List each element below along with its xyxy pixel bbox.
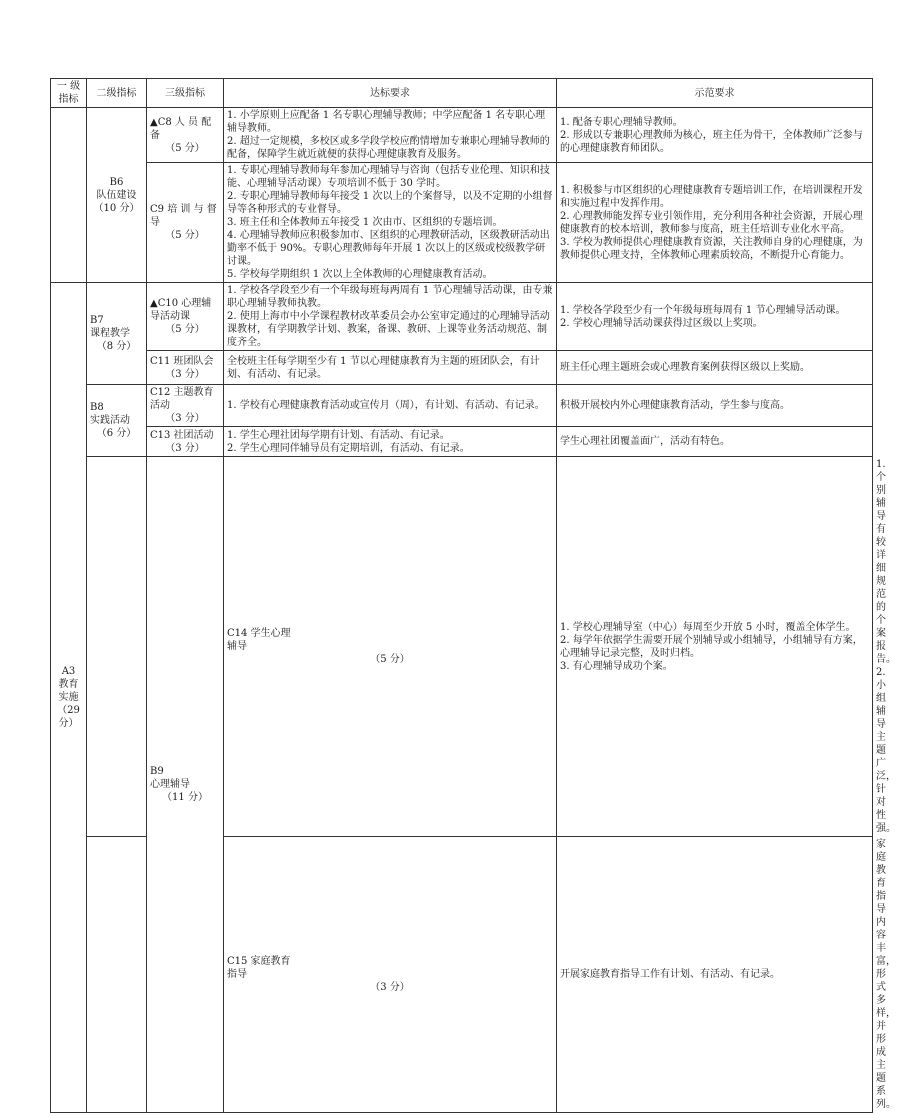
level3-score: （3 分） (165, 442, 205, 454)
level2-score: （10 分） (93, 202, 140, 214)
standard-cell (557, 837, 873, 1113)
level3-name: 导活动课 (150, 311, 190, 322)
level3-score: （5 分） (165, 142, 205, 154)
header-standard: 达标要求 (224, 79, 557, 108)
level3-score: （3 分） (165, 413, 205, 424)
demo-item: 积极开展校内外心理健康教育活动，学生参与度高。 (560, 400, 790, 411)
table-row (51, 385, 873, 427)
standard-cell (224, 108, 557, 163)
demo-item: 1. 配备专职心理辅导教师。 (560, 116, 683, 128)
table-row: B9 心理辅导 （11 分） C14 学生心理 辅导 （5 分） 1. 学校心理辅导室（中心）每周至少开放 5 小时，覆盖全体学生。 2. 每学年依据学生需要开展个别辅导或小组辅导，小组辅导有方案，心理辅导记录完整，及时归档。 3. 有心理辅导成功个案。 1. 个别辅导有较详细规范的个案报告。 2. 小组辅导主题广泛，针对性强。 (51, 457, 873, 837)
demo-cell (557, 283, 873, 351)
standard-cell (557, 457, 873, 837)
standard-item: 2. 超过一定规模，多校区或多学段学校应酌情增加专兼职心理辅导教师的配备，保障学生就近就便的获得心理健康教育及服务。 (227, 136, 550, 160)
level1-score: （29 (57, 705, 80, 716)
level2-cell (147, 457, 224, 1113)
level1-name: 教育 (58, 679, 79, 690)
demo-cell (557, 163, 873, 283)
standard-cell (224, 283, 557, 351)
demo-item: 2. 形成以专兼职心理教师为核心，班主任为骨干，全体教师广泛参与的心理健康教育师团队。 (560, 129, 863, 154)
standard-item: 2. 使用上海市中小学课程教材改革委员会办公室审定通过的心理辅导活动课教材，有学期教学计划、教案，备课、教研、上课等业务活动规范、制度齐全。 (227, 311, 550, 348)
level3-cell (147, 163, 224, 283)
level3-name: 备 (150, 129, 160, 141)
standard-item: 4. 心理辅导教师应积极参加市、区组织的心理教研活动，区级教研活动出勤率不低于 90%。专职心理教师每年开展 1 次以上的区级或校级教学研讨课。 (227, 230, 550, 267)
level2-name: 队伍建设 (96, 189, 137, 201)
level2-code: B7 (90, 315, 104, 326)
demo-cell (557, 108, 873, 163)
standard-item: 1. 学校心理辅导室（中心）每周至少开放 5 小时，覆盖全体学生。 (560, 621, 856, 633)
level3-name: 辅导 (227, 641, 247, 652)
level2-code: B6 (109, 176, 124, 188)
standard-item: 开展家庭教育指导工作有计划、有活动、有记录。 (560, 969, 780, 980)
demo-item: 1. 学校各学段至少有一个年级每班每周有 1 节心理辅导活动课。 (560, 304, 846, 316)
level2-score: （11 分） (162, 792, 208, 803)
standard-cell (224, 427, 557, 457)
level3-cell (147, 108, 224, 163)
level1-score: 分） (58, 718, 79, 729)
level3-cell (224, 837, 557, 1113)
level1-name: 实施 (58, 692, 79, 703)
level2-score: （8 分） (96, 341, 137, 352)
level3-cell (147, 351, 224, 385)
level3-score: （5 分） (165, 230, 205, 241)
standard-item: 3. 有心理辅导成功个案。 (560, 660, 673, 672)
table-row (51, 351, 873, 385)
evaluation-table (50, 78, 896, 1113)
standard-item: 1. 专职心理辅导教师每年参加心理辅导与咨询（包括专业伦理、知识和技能、心理辅导活动课）专项培训不低于 30 学时。 (227, 165, 550, 189)
level1-cell-empty (87, 837, 147, 1113)
level2-cell (87, 283, 147, 385)
level3-name: 导 (150, 217, 160, 228)
standard-item: 2. 学生心理同伴辅导员有定期培训，有活动、有记录。 (227, 442, 470, 454)
level3-name: C11 班团队会 (150, 355, 214, 367)
level2-name: 课程教学 (90, 328, 130, 339)
level1-cell-empty (87, 457, 147, 837)
level3-name: ▲C10 心理辅 (150, 298, 212, 309)
level3-name: 指导 (227, 969, 247, 980)
level2-name: 实践活动 (90, 415, 130, 426)
demo-cell (557, 427, 873, 457)
demo-cell (557, 351, 873, 385)
demo-item: 班主任心理主题班会或心理教育案例获得区级以上奖励。 (560, 362, 810, 373)
standard-item: 1. 学生心理社团每学期有计划、有活动、有记录。 (227, 429, 450, 441)
level3-name: ▲C8 人 员 配 (150, 116, 212, 128)
level1-cell (51, 283, 87, 1113)
level3-score: （3 分） (165, 368, 205, 380)
level3-score: （5 分） (370, 654, 410, 665)
level3-name: C13 社团活动 (150, 429, 214, 441)
table-row (51, 283, 873, 351)
level2-name: 心理辅导 (150, 779, 190, 790)
table-row (51, 108, 873, 163)
standard-cell (224, 351, 557, 385)
demo-item: 2. 学校心理辅导活动课获得过区级以上奖项。 (560, 317, 763, 329)
table-row: C15 家庭教育 指导 （3 分） 开展家庭教育指导工作有计划、有活动、有记录。 家庭教育指导内容丰富，形式多样，并形成主题系列。 (51, 837, 873, 1113)
header-level1: 一 级 指标 (51, 79, 87, 108)
standard-item: 1. 学校有心理健康教育活动或宣传月（周），有计划、有活动、有记录。 (227, 400, 545, 411)
demo-cell (557, 385, 873, 427)
standard-item: 2. 每学年依据学生需要开展个别辅导或小组辅导，小组辅导有方案，心理辅导记录完整，及时归档。 (560, 634, 863, 659)
level3-score: （5 分） (165, 324, 205, 335)
header-demonstration: 示范要求 (557, 79, 873, 108)
standard-item: 1. 学校各学段至少有一个年级每班每两周有 1 节心理辅导活动课，由专兼职心理辅导教师执教。 (227, 285, 553, 309)
level3-name: C12 主题教育 (150, 387, 214, 398)
table-row (51, 427, 873, 457)
standard-item: 全校班主任每学期至少有 1 节以心理健康教育为主题的班团队会，有计划、有活动、有记录。 (227, 355, 540, 380)
level3-score: （3 分） (370, 982, 410, 993)
level3-name: C15 家庭教育 (227, 956, 291, 967)
level3-cell (147, 385, 224, 427)
standard-item: 3. 班主任和全体教师五年接受 1 次由市、区组织的专题培训。 (227, 217, 503, 228)
header-level3: 三级指标 (147, 79, 224, 108)
level2-code: B8 (90, 402, 104, 413)
level2-score: （6 分） (96, 428, 137, 439)
standard-item: 1. 小学原则上应配备 1 名专职心理辅导教师；中学应配备 1 名专职心理辅导教师。 (227, 110, 546, 134)
level2-cell (87, 385, 147, 457)
level3-name: 活动 (150, 400, 170, 411)
level3-cell (147, 283, 224, 351)
level3-name: C14 学生心理 (227, 628, 291, 639)
level1-cell-empty (51, 108, 87, 283)
level1-code: A3 (61, 666, 76, 677)
header-level2: 二级指标 (87, 79, 147, 108)
standard-item: 5. 学校每学期组织 1 次以上全体教师的心理健康教育活动。 (227, 269, 493, 280)
level2-cell (87, 108, 147, 283)
demo-item: 2. 心理教师能发挥专业引领作用，充分利用各种社会资源，开展心理健康教育的校本培训，教师参与度高，班主任培训专业化水平高。 (560, 210, 863, 235)
table-row (51, 163, 873, 283)
level3-cell (147, 427, 224, 457)
level3-name: C9 培 训 与 督 (150, 204, 217, 215)
demo-item: 3. 学校为教师提供心理健康教育资源，关注教师自身的心理健康，为教师提供心理支持，全体教师心理素质较高，不断提升心育能力。 (560, 236, 863, 261)
standard-cell (224, 163, 557, 283)
demo-item: 学生心理社团覆盖面广，活动有特色。 (560, 436, 730, 447)
level3-cell (224, 457, 557, 837)
demo-item: 1. 积极参与市区组织的心理健康教育专题培训工作，在培训课程开发和实施过程中发挥作用。 (560, 184, 863, 209)
standard-item: 2. 专职心理辅导教师每年接受 1 次以上的个案督导，以及不定期的小组督导等各种形式的专业督导。 (227, 191, 553, 215)
level2-code: B9 (150, 766, 164, 777)
table-header-row (51, 79, 873, 108)
standard-cell (224, 385, 557, 427)
